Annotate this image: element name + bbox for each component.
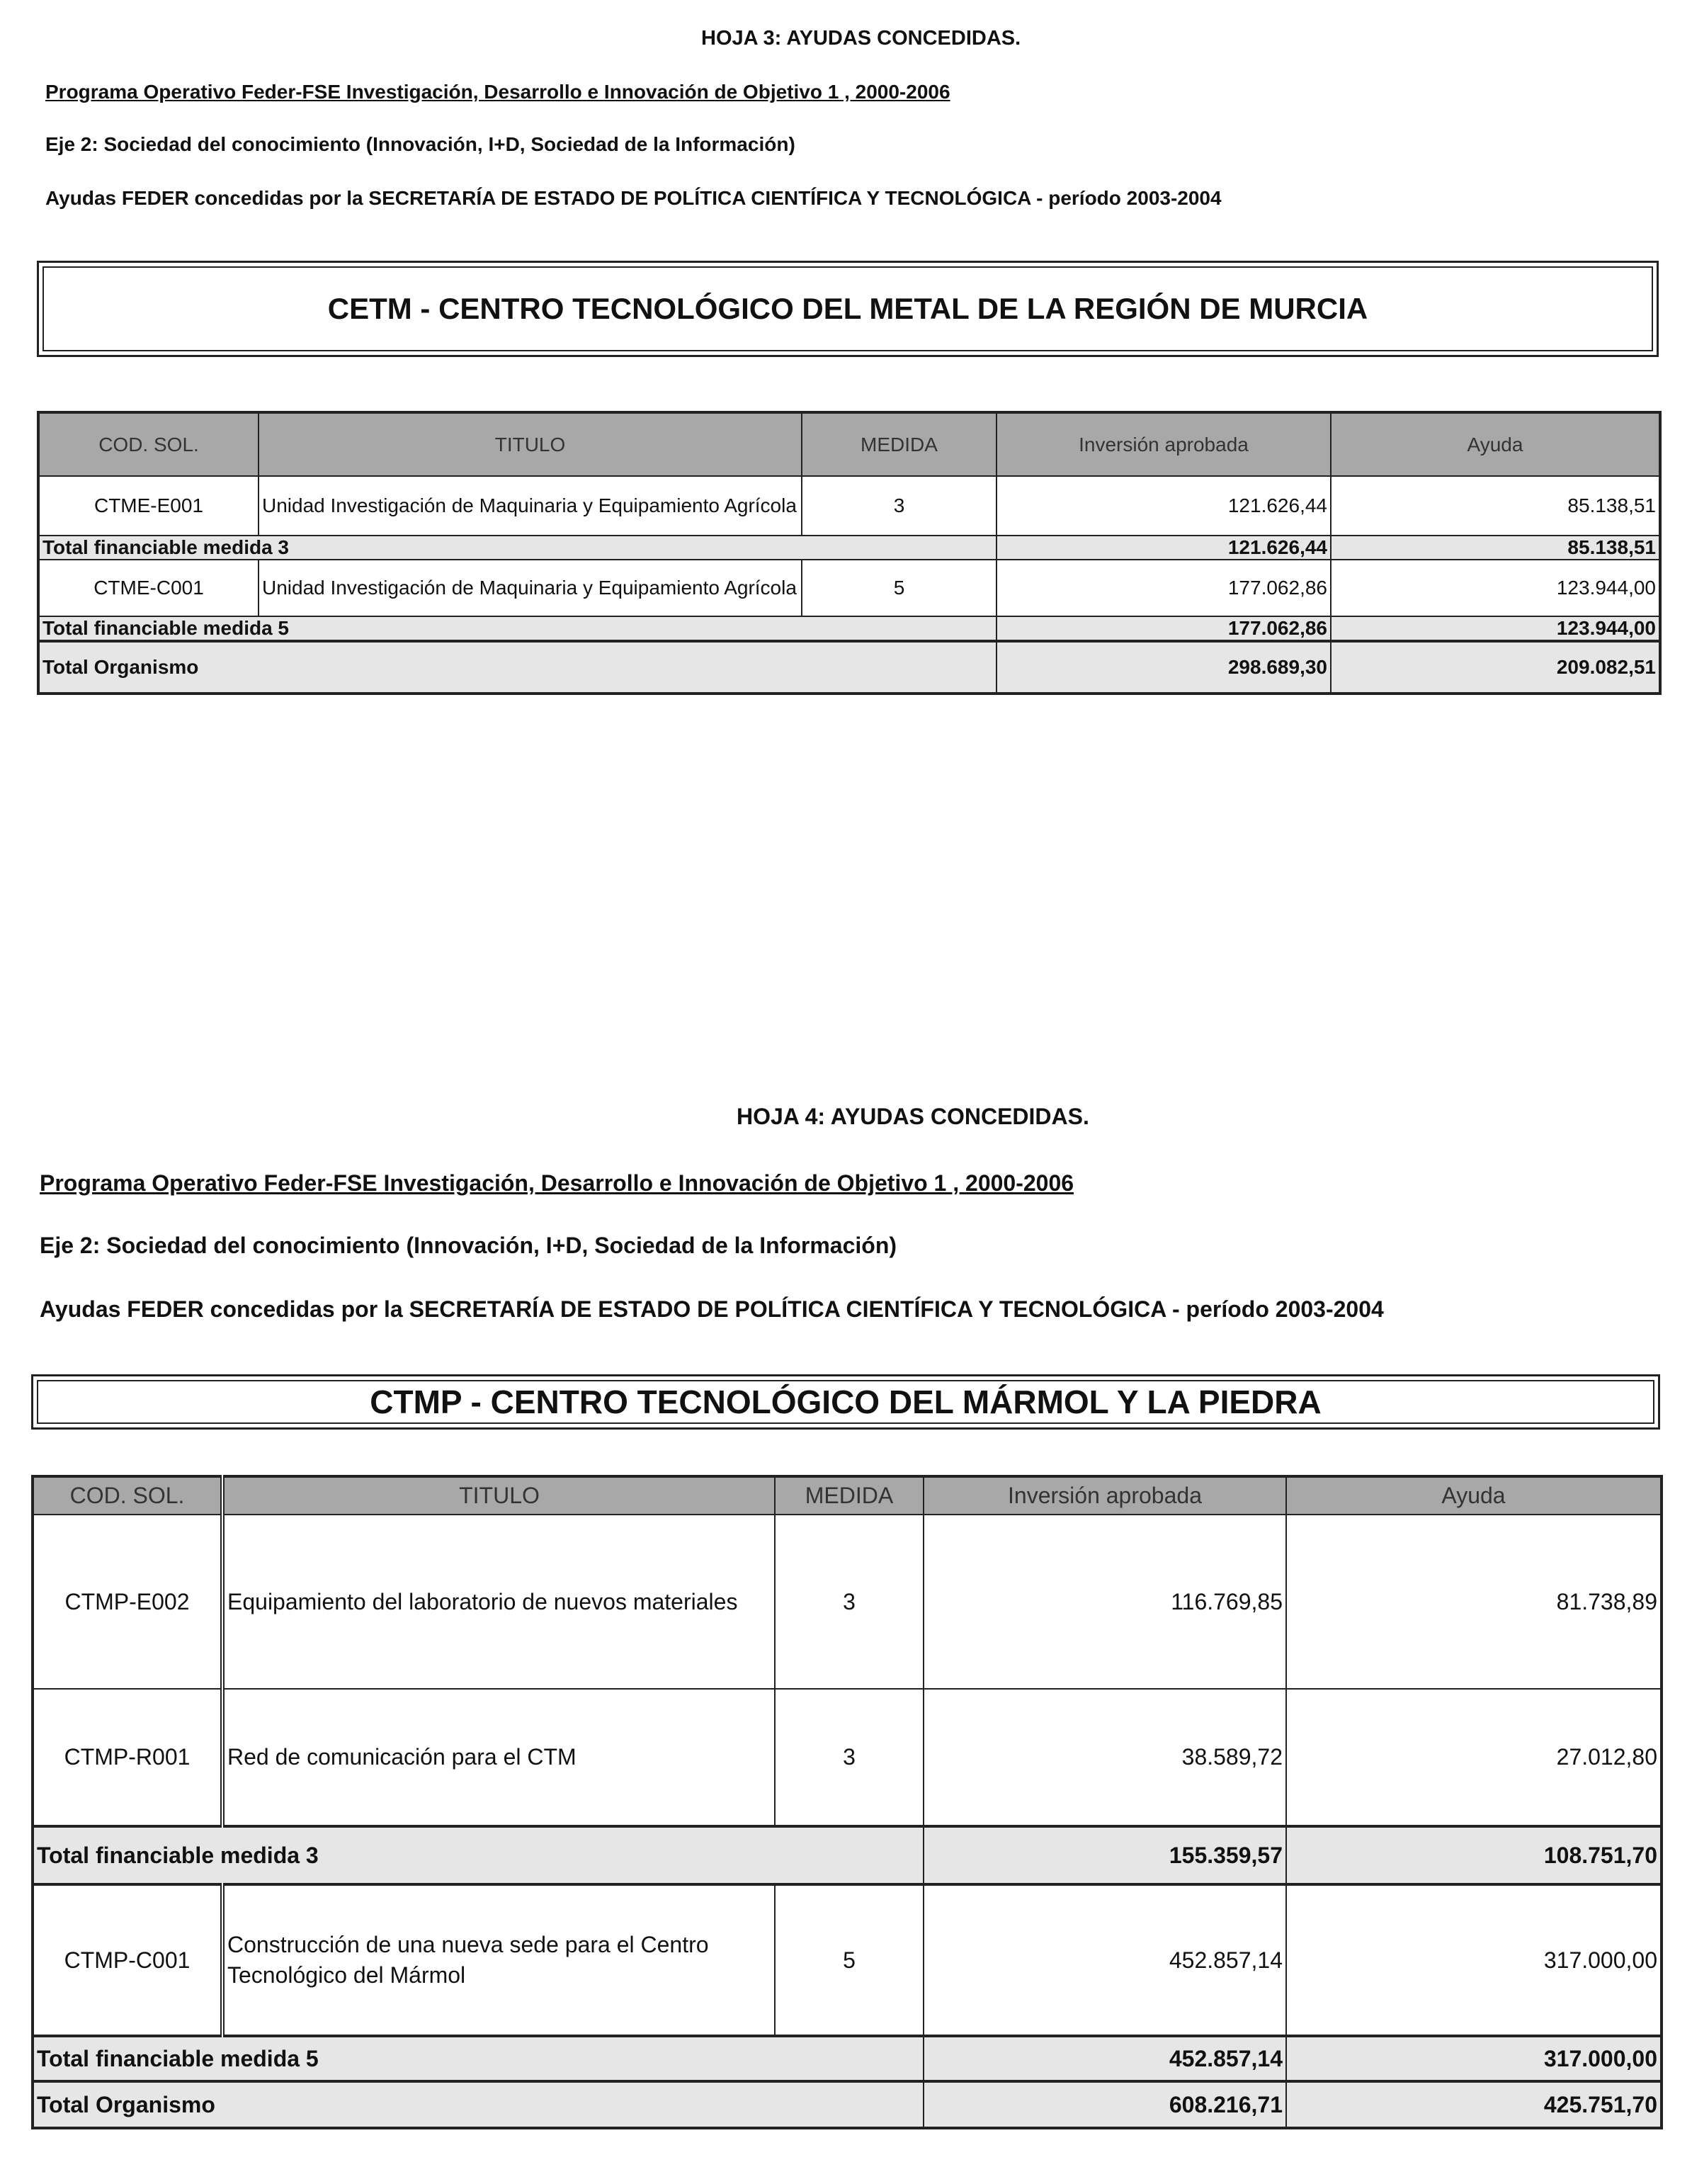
sheet3-programa: Programa Operativo Feder-FSE Investigación, Desarrollo e Innovación de Objetivo 1 , 2000-2006	[45, 81, 950, 103]
cell-medida: 5	[775, 1884, 924, 2036]
total-inversion: 155.359,57	[924, 1826, 1286, 1884]
col-header-cod: COD. SOL.	[33, 1476, 222, 1515]
col-header-inversion: Inversión aprobada	[997, 412, 1331, 476]
sheet3-eje: Eje 2: Sociedad del conocimiento (Innovación, I+D, Sociedad de la Información)	[45, 133, 795, 155]
total-row	[33, 2036, 1662, 2081]
total-inversion: 298.689,30	[997, 641, 1331, 694]
cell-inversion: 38.589,72	[924, 1689, 1286, 1826]
cell-ayuda: 81.738,89	[1286, 1515, 1662, 1689]
sheet3-header-row	[38, 412, 1660, 476]
sheet3-org-title: CETM - CENTRO TECNOLÓGICO DEL METAL DE LA REGIÓN DE MURCIA	[327, 292, 1368, 325]
total-ayuda: 317.000,00	[1286, 2036, 1662, 2081]
total-label: Total Organismo	[33, 2081, 924, 2128]
cell-ayuda: 317.000,00	[1286, 1884, 1662, 2036]
total-label: Total financiable medida 5	[38, 616, 997, 641]
col-header-medida: MEDIDA	[802, 412, 997, 476]
total-label: Total financiable medida 3	[33, 1826, 924, 1884]
total-ayuda: 85.138,51	[1331, 536, 1660, 560]
table-row	[33, 1689, 1662, 1826]
cell-ayuda: 85.138,51	[1331, 476, 1660, 536]
total-inversion: 177.062,86	[997, 616, 1331, 641]
sheet4-ayudas: Ayudas FEDER concedidas por la SECRETARÍA DE ESTADO DE POLÍTICA CIENTÍFICA Y TECNOLÓGICA - período 2003-2004	[40, 1296, 1384, 1322]
cell-titulo: Red de comunicación para el CTM	[222, 1689, 775, 1826]
col-header-titulo: TITULO	[222, 1476, 775, 1515]
cell-titulo: Unidad Investigación de Maquinaria y Equipamiento Agrícola	[259, 476, 802, 536]
total-inversion: 121.626,44	[997, 536, 1331, 560]
cell-cod: CTME-E001	[38, 476, 259, 536]
total-row	[38, 616, 1660, 641]
total-ayuda: 123.944,00	[1331, 616, 1660, 641]
total-label: Total Organismo	[38, 641, 997, 694]
total-ayuda: 425.751,70	[1286, 2081, 1662, 2128]
cell-inversion: 121.626,44	[997, 476, 1331, 536]
cell-inversion: 177.062,86	[997, 560, 1331, 616]
table-row	[33, 1515, 1662, 1689]
cell-inversion: 452.857,14	[924, 1884, 1286, 2036]
total-inversion: 452.857,14	[924, 2036, 1286, 2081]
sheet4-table	[31, 1475, 1663, 2129]
cell-ayuda: 123.944,00	[1331, 560, 1660, 616]
cell-cod: CTMP-C001	[33, 1884, 222, 2036]
total-label: Total financiable medida 3	[38, 536, 997, 560]
cell-cod: CTME-C001	[38, 560, 259, 616]
sheet4-eje: Eje 2: Sociedad del conocimiento (Innovación, I+D, Sociedad de la Información)	[40, 1233, 897, 1258]
sheet4-heading: HOJA 4: AYUDAS CONCEDIDAS.	[737, 1104, 1089, 1129]
sheet3-heading: HOJA 3: AYUDAS CONCEDIDAS.	[701, 27, 1021, 50]
total-row	[38, 536, 1660, 560]
sheet4-programa: Programa Operativo Feder-FSE Investigación, Desarrollo e Innovación de Objetivo 1 , 2000-2006	[40, 1170, 1074, 1196]
col-header-inversion: Inversión aprobada	[924, 1476, 1286, 1515]
sheet3-org-title-box	[37, 261, 1659, 357]
cell-cod: CTMP-R001	[33, 1689, 222, 1826]
cell-medida: 5	[802, 560, 997, 616]
cell-medida: 3	[775, 1515, 924, 1689]
total-ayuda: 209.082,51	[1331, 641, 1660, 694]
total-row	[38, 641, 1660, 694]
col-header-ayuda: Ayuda	[1331, 412, 1660, 476]
total-inversion: 608.216,71	[924, 2081, 1286, 2128]
table-row	[33, 1884, 1662, 2036]
cell-cod: CTMP-E002	[33, 1515, 222, 1689]
total-row	[33, 1826, 1662, 1884]
sheet3-ayudas: Ayudas FEDER concedidas por la SECRETARÍA DE ESTADO DE POLÍTICA CIENTÍFICA Y TECNOLÓGICA - período 2003-2004	[45, 187, 1222, 209]
col-header-cod: COD. SOL.	[38, 412, 259, 476]
col-header-ayuda: Ayuda	[1286, 1476, 1662, 1515]
total-label: Total financiable medida 5	[33, 2036, 924, 2081]
col-header-medida: MEDIDA	[775, 1476, 924, 1515]
total-row	[33, 2081, 1662, 2128]
cell-titulo: Unidad Investigación de Maquinaria y Equipamiento Agrícola	[259, 560, 802, 616]
cell-titulo: Construcción de una nueva sede para el Centro Tecnológico del Mármol	[222, 1884, 775, 2036]
sheet4-org-title: CTMP - CENTRO TECNOLÓGICO DEL MÁRMOL Y LA PIEDRA	[370, 1384, 1322, 1420]
cell-medida: 3	[802, 476, 997, 536]
cell-medida: 3	[775, 1689, 924, 1826]
col-header-titulo: TITULO	[259, 412, 802, 476]
cell-ayuda: 27.012,80	[1286, 1689, 1662, 1826]
sheet4-header-row	[33, 1476, 1662, 1515]
total-ayuda: 108.751,70	[1286, 1826, 1662, 1884]
sheet3-table	[37, 411, 1662, 695]
table-row	[38, 560, 1660, 616]
table-row	[38, 476, 1660, 536]
sheet4-org-title-box	[31, 1374, 1660, 1430]
cell-titulo: Equipamiento del laboratorio de nuevos materiales	[222, 1515, 775, 1689]
cell-inversion: 116.769,85	[924, 1515, 1286, 1689]
